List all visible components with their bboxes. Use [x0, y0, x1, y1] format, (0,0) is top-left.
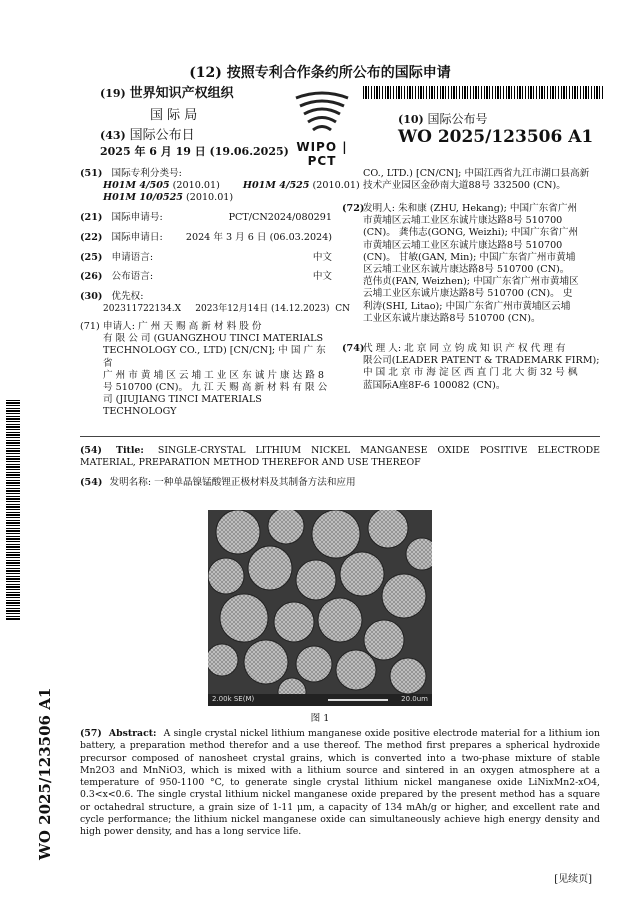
pub-date-label: 国际公布日 [129, 128, 195, 143]
org-sub: 国 际 局 [150, 108, 198, 123]
org-name: 世界知识产权组织 [129, 86, 234, 101]
org-num: (19) [100, 87, 126, 100]
title-zh-block [80, 477, 356, 489]
inventor-line: 工业区东诚片康达路8号 510700 (CN)。 [363, 312, 541, 324]
appno-label: 国际申请号: [111, 212, 163, 223]
filing-num: (22) [80, 232, 103, 243]
side-publication-number: WO 2025/123506 A1 [36, 687, 54, 860]
applicant-line: 有 限 公 司 (GUANGZHOU TINCI MATERIALS [103, 333, 324, 345]
applicant-block [103, 321, 333, 419]
agent-num: (74) [342, 343, 365, 354]
lang-field [80, 252, 332, 264]
ipc-label: 国际专利分类号: [111, 168, 182, 179]
figure-caption: 图 1 [310, 713, 330, 724]
priority-field [80, 291, 144, 303]
applicant-line: 申请人: 广 州 天 赐 高 新 材 料 股 份 [103, 321, 262, 332]
title-en-block [80, 445, 600, 469]
applicant-cont-line: CO., LTD.) [CN/CN]; 中国江西省九江市湖口县高新 [363, 168, 590, 179]
section-divider [80, 436, 600, 437]
ipc-line1 [103, 180, 360, 192]
ipc-date-3: (2010.01) [186, 192, 234, 203]
priority-value: 202311722134.X 2023年12月14日 (14.12.2023) CN [103, 304, 350, 314]
abstract-label: Abstract: [108, 728, 157, 739]
appno-field [80, 212, 332, 224]
scale-bar-label: 20.0um [401, 695, 428, 703]
priority-label: 优先权: [111, 291, 144, 302]
title-zh: 发明名称: 一种单晶镍锰酸锂正极材料及其制备方法和应用 [109, 477, 356, 488]
inventor-line: (CN)。 龚伟志(GONG, Weizhi); 中国广东省广州 [363, 227, 579, 239]
ipc-field [80, 168, 182, 180]
agent-line: 中 国 北 京 市 海 淀 区 西 直 门 北 大 街 32 号 枫 [363, 367, 578, 379]
pub-no-value: WO 2025/123506 A1 [398, 127, 594, 147]
abstract-num: (57) [80, 728, 102, 739]
appno-value: PCT/CN2024/080291 [228, 212, 332, 223]
filing-value: 2024 年 3 月 6 日 (06.03.2024) [185, 232, 332, 243]
continued-on-next-page: [见续页] [554, 874, 592, 885]
lang-value: 中文 [312, 252, 332, 263]
title-zh-num: (54) [80, 477, 103, 488]
pub-date-line [100, 124, 195, 143]
filing-label: 国际申请日: [111, 232, 163, 243]
scale-bar [328, 699, 388, 701]
ipc-code-3: H01M 10/0525 [103, 192, 183, 203]
ipc-num: (51) [80, 168, 103, 179]
title-label: Title: [115, 445, 144, 456]
pub-no-num: (10) [398, 113, 424, 126]
inventor-line: 云埔工业区东诚片康达路8号 510700 (CN)。 史 [363, 288, 573, 300]
ipc-date-2: (2010.01) [312, 180, 360, 191]
applicant-line: 司 (JIUJIANG TINCI MATERIALS TECHNOLOGY [103, 394, 262, 418]
applicant-cont-line: 技术产业园区金砂南大道88号 332500 (CN)。 [363, 180, 566, 192]
publang-field [80, 271, 332, 283]
abstract-text: A single crystal nickel lithium manganese oxide positive electrode material for a lithium ion battery, a preparation method therefor and a use thereof. The method first prepares a spherical hydroxide precursor composed of nanosheet crystal grains, which is converted into a two-phase mixture of stable Mn2O3 and MnNiO3, which is mixed with a lithium source and sintered in an oxygen atmosphere at a temperature of 950-1100 °C, to generate single crystal lithium nickel manganese oxide LiNixMn2-xO4, 0.3<x<0.6. The single crystal lithium nickel manganese oxide prepared by the present method has a square or octahedral structure, a grain size of 1-11 μm, a capacity of 134 mAh/g or higher, and excellent rate and cycle performance; the lithium nickel manganese oxide can simultaneously achieve high energy density and high power density, and has a long service life. [80, 728, 600, 838]
sem-micrograph [208, 510, 432, 706]
agent-block [363, 343, 603, 392]
wipo-emblem-icon [286, 86, 358, 136]
inventor-line: 市黄埔区云埔工业区东诚片康达路8号 510700 [363, 239, 563, 251]
applicant-line: 广 州 市 黄 埔 区 云 埔 工 业 区 东 诚 片 康 达 路 8 [103, 369, 325, 381]
publang-label: 公布语言: [111, 271, 154, 282]
wipo-logo-text: WIPO | PCT [296, 140, 348, 168]
agent-line: 代 理 人: 北 京 同 立 钧 成 知 识 产 权 代 理 有 [363, 343, 566, 354]
applicant-line: TECHNOLOGY CO., LTD) [CN/CN]; 中 国 广 东 省 [103, 345, 326, 369]
priority-num: (30) [80, 291, 103, 302]
ipc-line2 [103, 192, 233, 204]
pub-no-label: 国际公布号 [427, 112, 488, 126]
sem-mode-label: 2.00k SE(M) [212, 695, 255, 703]
pub-no-line [398, 110, 488, 127]
applicant-line: 号 510700 (CN)。 九 江 天 赐 高 新 材 料 有 限 公 [103, 382, 328, 394]
top-barcode [363, 86, 603, 99]
sem-info-bar [208, 694, 432, 706]
filing-field [80, 232, 332, 244]
sem-particles-image [208, 510, 432, 706]
abstract-block [80, 728, 600, 839]
pub-date-num: (43) [100, 129, 126, 142]
agent-line: 限公司(LEADER PATENT & TRADEMARK FIRM); [363, 355, 600, 367]
document-title: (12) 按照专利合作条约所公布的国际申请 [189, 65, 451, 81]
applicant-num: (71) [80, 321, 100, 332]
pub-date-value: 2025 年 6 月 19 日 (19.06.2025) [100, 145, 289, 158]
title-en: SINGLE-CRYSTAL LITHIUM NICKEL MANGANESE OXIDE POSITIVE ELECTRODE MATERIAL, PREPARATION METHOD THEREFOR AND USE THEREOF [80, 445, 601, 469]
inventor-line: 市黄埔区云埔工业区东诚片康达路8号 510700 [363, 215, 563, 227]
inventor-line: 区云埔工业区东诚片康达路8号 510700 (CN)。 [363, 264, 570, 276]
side-barcode [6, 400, 20, 620]
inventor-block [363, 203, 603, 325]
inventor-line: 发明人: 朱和康 (ZHU, Hekang); 中国广东省广州 [363, 203, 578, 214]
wipo-logo [286, 86, 358, 168]
ipc-date-1: (2010.01) [172, 180, 220, 191]
publang-value: 中文 [312, 271, 332, 282]
agent-line: 蓝国际A座8F-6 100082 (CN)。 [363, 379, 506, 391]
ipc-code-1: H01M 4/505 [103, 180, 170, 191]
title-num: (54) [80, 445, 102, 456]
inventor-line: 范伟贞(FAN, Weizhen); 中国广东省广州市黄埔区 [363, 276, 579, 288]
inventor-num: (72) [342, 203, 365, 214]
inventor-line: 利涛(SHI, Litao); 中国广东省广州市黄埔区云埔 [363, 300, 571, 312]
lang-num: (25) [80, 252, 103, 263]
applicant-continued [363, 168, 603, 192]
publang-num: (26) [80, 271, 103, 282]
ipc-code-2: H01M 4/525 [242, 180, 310, 191]
lang-label: 申请语言: [111, 252, 154, 263]
inventor-line: (CN)。 甘敏(GAN, Min); 中国广东省广州市黄埔 [363, 251, 576, 263]
appno-num: (21) [80, 212, 103, 223]
org-line [100, 88, 234, 100]
